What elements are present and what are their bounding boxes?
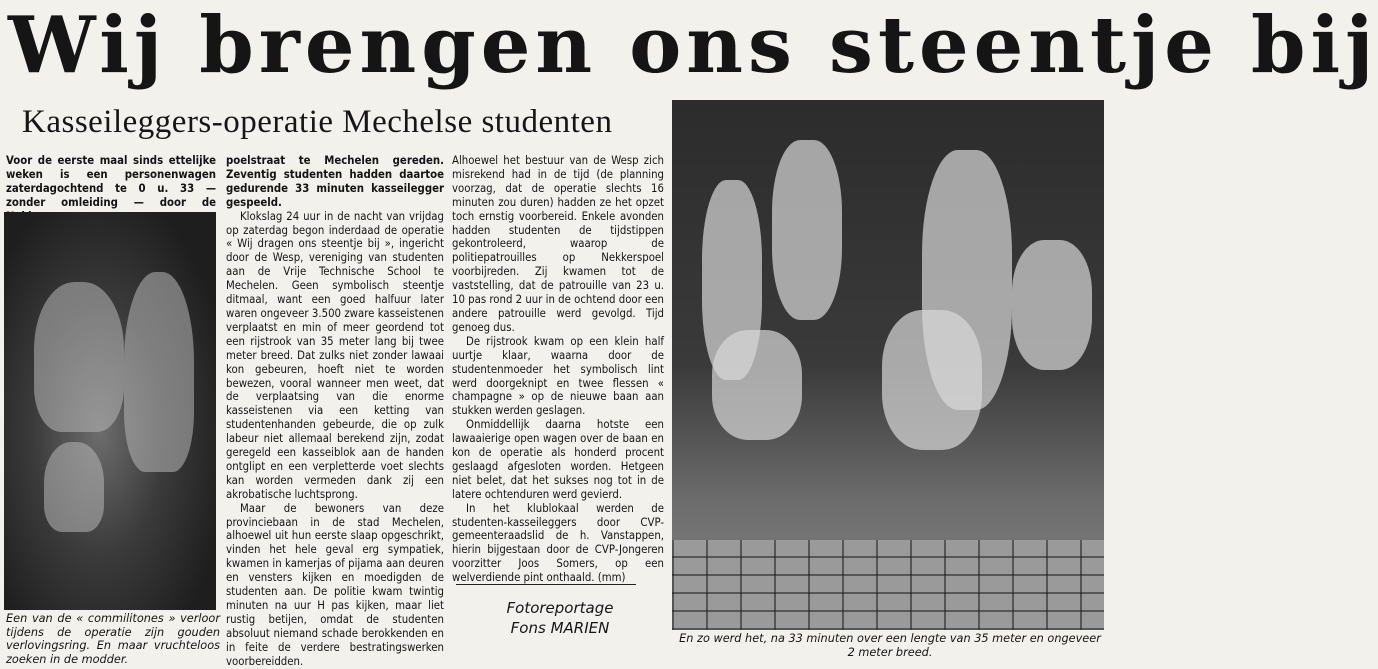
article-paragraph: In het klublokaal werden de studenten-kasseileggers door CVP-gemeenteraadslid de h. Vanstappen, hierin bijgestaan door de CVP-Jongeren voorzitter Joos Somers, op een welverdiende pint onthaald. (mm)	[452, 501, 664, 585]
article-column-1	[6, 154, 216, 210]
photo-figure-shape	[34, 282, 124, 432]
photo-credit-label: Fotoreportage	[506, 599, 614, 617]
article-paragraph: poelstraat te Mechelen gereden. Zeventig studenten hadden daartoe gedurende 33 minuten kasseilegger gespeeld.	[226, 154, 444, 209]
photo-figure-shape	[882, 310, 982, 450]
article-paragraph: Maar de bewoners van deze provinciebaan in de stad Mechelen, alhoewel uit hun eerste slaap opgeschrikt, vinden het hele geval erg sympatiek, kwamen in kamerjas of pijama aan deuren en vensters kijken en moedigden de studenten aan. De politie kwam twintig minuten na uur H pas kijken, maar liet rustig betijen, omdat de studenten absoluut niemand schade berokkenden en in feite de verdere bestratingswerken voorbereidden.	[226, 501, 444, 668]
photo-cobblestones	[672, 540, 1104, 630]
column-divider	[456, 584, 636, 585]
article-paragraph: Onmiddellijk daarna hotste een lawaaierige open wagen over de baan en kon de operatie als honderd procent geslaagd afgesloten worden. Hetgeen niet belet, dat het sukses nog tot in de latere ochtenduren werd gevierd.	[452, 418, 664, 501]
photo-credit	[470, 598, 650, 638]
headline: Wij brengen ons steentje bij	[8, 0, 1378, 91]
photo-figure-shape	[712, 330, 802, 440]
article-paragraph: Alhoewel het bestuur van de Wesp zich misrekend had in de tijd (de planning voorzag, dat de operatie slechts 16 minuten zou duren) hadden ze het opzet toch ernstig voorbereid. Enkele avonden hadden studenten de tijdstippen gekontroleerd, waarop de politiepatrouilles op Nekkerspoel voorbijreden. Zij kwamen tot de vaststelling, dat de patrouille van 23 u. 10 pas rond 2 uur in de ochtend door een andere patrouille werd gevolgd. Tijd genoeg dus.	[452, 154, 664, 334]
photo-credit-name: Fons MARIEN	[510, 619, 610, 637]
photo-caption-left: Een van de « commilitones » verloor tijdens de operatie zijn gouden verlovingsring. En maar vruchteloos zoeken in de modder.	[6, 612, 220, 666]
photo-figure-shape	[1012, 240, 1092, 370]
article-paragraph: Klokslag 24 uur in de nacht van vrijdag op zaterdag begon inderdaad de operatie « Wij dragen ons steentje bij », ingericht door de Wesp, vereniging van studenten aan de Vrije Technische School te Mechelen. Geen symbolisch steentje ditmaal, want een goed halfuur later waren ongeveer 3.500 zware kasseistenen verplaatst en min of meer geordend tot een rijstrook van 35 meter lang bij twee meter breed. Dat zulks niet zonder lawaai kon gebeuren, hoeft niet te worden bewezen, vooral wanneer men weet, dat de verplaatsing van die enorme kasseistenen via een ketting van studentenhanden gebeurde, die op zulk labeur niet allemaal berekend zijn, zodat geregeld een kasseiblok aan de handen ontglipt en een verpletterde voet slechts kan worden vermeden dank zij een akrobatische luchtsprong.	[226, 209, 444, 501]
photo-figure-shape	[124, 272, 194, 472]
photo-caption-right: En zo werd het, na 33 minuten over een lengte van 35 meter en ongeveer 2 meter breed.	[679, 632, 1101, 659]
photo-figure-shape	[772, 140, 842, 320]
article-paragraph: De rijstrook kwam op een klein half uurtje klaar, waarna door de studentenmoeder het symbolisch lint werd doorgeknipt en twee flessen « champagne » op de nieuwe baan aan stukken werden geslagen.	[452, 334, 664, 418]
article-column-3	[452, 154, 664, 585]
article-lead-paragraph: Voor de eerste maal sinds ettelijke weken is een personenwagen zaterdagochtend te 0 u. 33 — zonder omleiding — door de	[6, 154, 216, 209]
photo-students-laying-cobbles	[672, 100, 1104, 630]
photo-student-searching-ring	[4, 212, 216, 610]
photo-figure-shape	[44, 442, 104, 532]
article-column-2	[226, 154, 444, 668]
subheadline: Kasseileggers-operatie Mechelse studenten	[22, 104, 613, 140]
